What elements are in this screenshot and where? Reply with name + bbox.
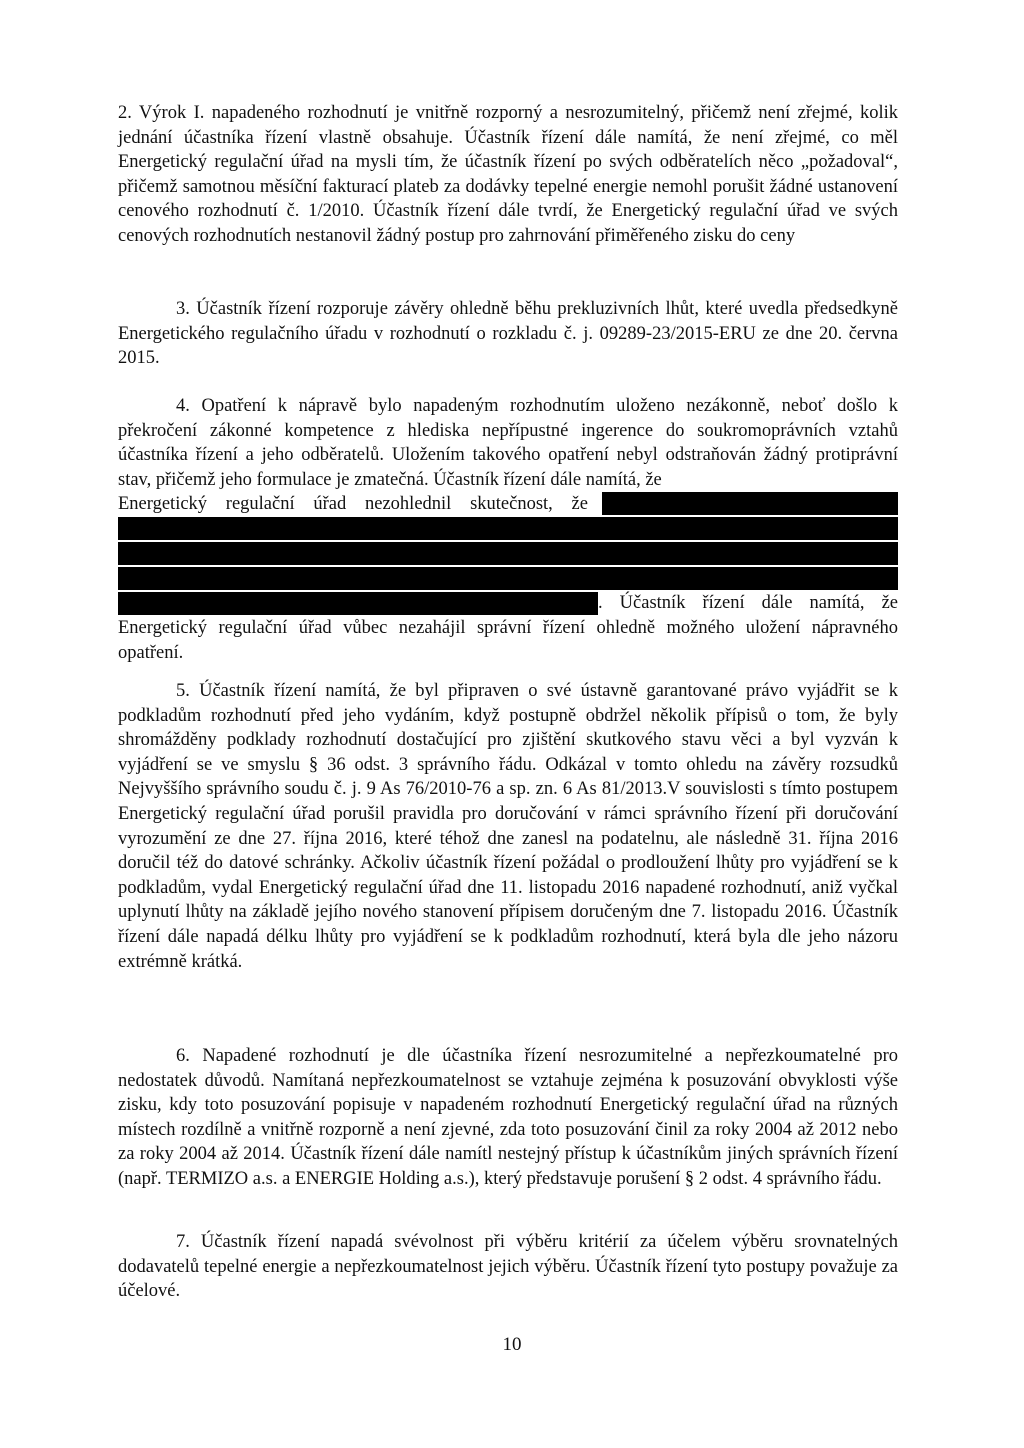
paragraph-5: 5. Účastník řízení namítá, že byl připraven o své ústavně garantované právo vyjádřit se k podkladům rozhodnutí před jeho vydáním, když postupně obdržel několik přípisů o tom, že byly shromážděny podklady rozhodnutí dostačující pro zjištění skutkového stavu věci a byl vyzván k vyjádření se ve smyslu § 36 odst. 3 správního řádu. Odkázal v tomto ohledu na závěry rozsudků Nejvyššího správního soudu č. j. 9 As 76/2010-76 a sp. zn. 6 As 81/2013.V souvislosti s tímto postupem Energetický regulační úřad porušil pravidla pro doručování v rámci správního řízení při doručování vyrozumění ze dne 27. října 2016, které téhož dne zanesl na podatelnu, ale následně 31. října 2016 doručil též do datové schránky. Ačkoliv účastník řízení požádal o prodloužení lhůty pro vyjádření se k podkladům, vydal Energetický regulační úřad dne 11. listopadu 2016 napadené rozhodnutí, aniž vyčkal uplynutí lhůty na základě jejího nového stanovení přípisem doručeným dne 7. listopadu 2016. Účastník řízení dále napadá délku lhůty pro vyjádření se k podkladům rozhodnutí, která byla dle jeho názoru extrémně krátká. bbox=[118, 681, 898, 972]
paragraph-4: 4. Opatření k nápravě bylo napadeným rozhodnutím uloženo nezákonně, neboť došlo k překročení zákonné kompetence z hlediska nepřípustné ingerence do soukromoprávních vztahů účastníka řízení a jeho odběratelů. Uložením takového opatření nebyl odstraňován žádný protiprávní stav, přičemž jeho formulace je zmatečná. Účastník řízení dále namítá, že bbox=[118, 396, 898, 490]
paragraph-4-line: Energetický regulační úřad nezohlednil skutečnost, že bbox=[118, 494, 588, 514]
redaction-bar bbox=[118, 542, 898, 565]
paragraph-4-end: Energetický regulační úřad vůbec nezahájil správní řízení ohledně možného uložení nápravného opatření. bbox=[118, 618, 898, 663]
redaction-bar bbox=[118, 592, 598, 615]
paragraph-3: 3. Účastník řízení rozporuje závěry ohledně běhu prekluzivních lhůt, které uvedla předsedkyně Energetického regulačního úřadu v rozhodnutí o rozkladu č. j. 09289-23/2015-ERU ze dne 20. června 2015. bbox=[118, 299, 898, 369]
paragraph-7: 7. Účastník řízení napadá svévolnost při výběru kritérií za účelem výběru srovnatelných dodavatelů tepelné energie a nepřezkoumatelnost jejich výběru. Účastník řízení tyto postupy považuje za účelové. bbox=[118, 1232, 898, 1302]
redaction-bar bbox=[602, 492, 898, 515]
redaction-bar bbox=[118, 567, 898, 590]
paragraph-2: 2. Výrok I. napadeného rozhodnutí je vnitřně rozporný a nesrozumitelný, přičemž není zřejmé, kolik jednání účastníka řízení vlastně obsahuje. Účastník řízení dále namítá, že není zřejmé, co měl Energetický regulační úřad na mysli tím, že účastník řízení po svých odběratelích něco „požadoval“, přičemž samotnou měsíční fakturací plateb za dodávky tepelné energie nemohl porušit žádné ustanovení cenového rozhodnutí č. 1/2010. Účastník řízení dále tvrdí, že Energetický regulační úřad ve svých cenových rozhodnutích nestanovil žádný postup pro zahrnování přiměřeného zisku do ceny bbox=[118, 103, 898, 246]
paragraph-4-line: . Účastník řízení dále namítá, že bbox=[598, 593, 898, 613]
paragraph-6: 6. Napadené rozhodnutí je dle účastníka řízení nesrozumitelné a nepřezkoumatelné pro nedostatek důvodů. Namítaná nepřezkoumatelnost se vztahuje zejména k posuzování obvyklosti výše zisku, kdy toto posuzování popisuje v napadeném rozhodnutí Energetický regulační úřad na různých místech rozdílně a vnitřně rozporně a není zjevné, zda toto posuzování činil za roky 2004 až 2012 nebo za roky 2004 až 2014. Účastník řízení dále namítl nestejný přístup k účastníkům jiných správních řízení (např. TERMIZO a.s. a ENERGIE Holding a.s.), který představuje porušení § 2 odst. 4 správního řádu. bbox=[118, 1046, 898, 1189]
page-number: 10 bbox=[502, 1334, 522, 1355]
redaction-bar bbox=[118, 517, 898, 540]
